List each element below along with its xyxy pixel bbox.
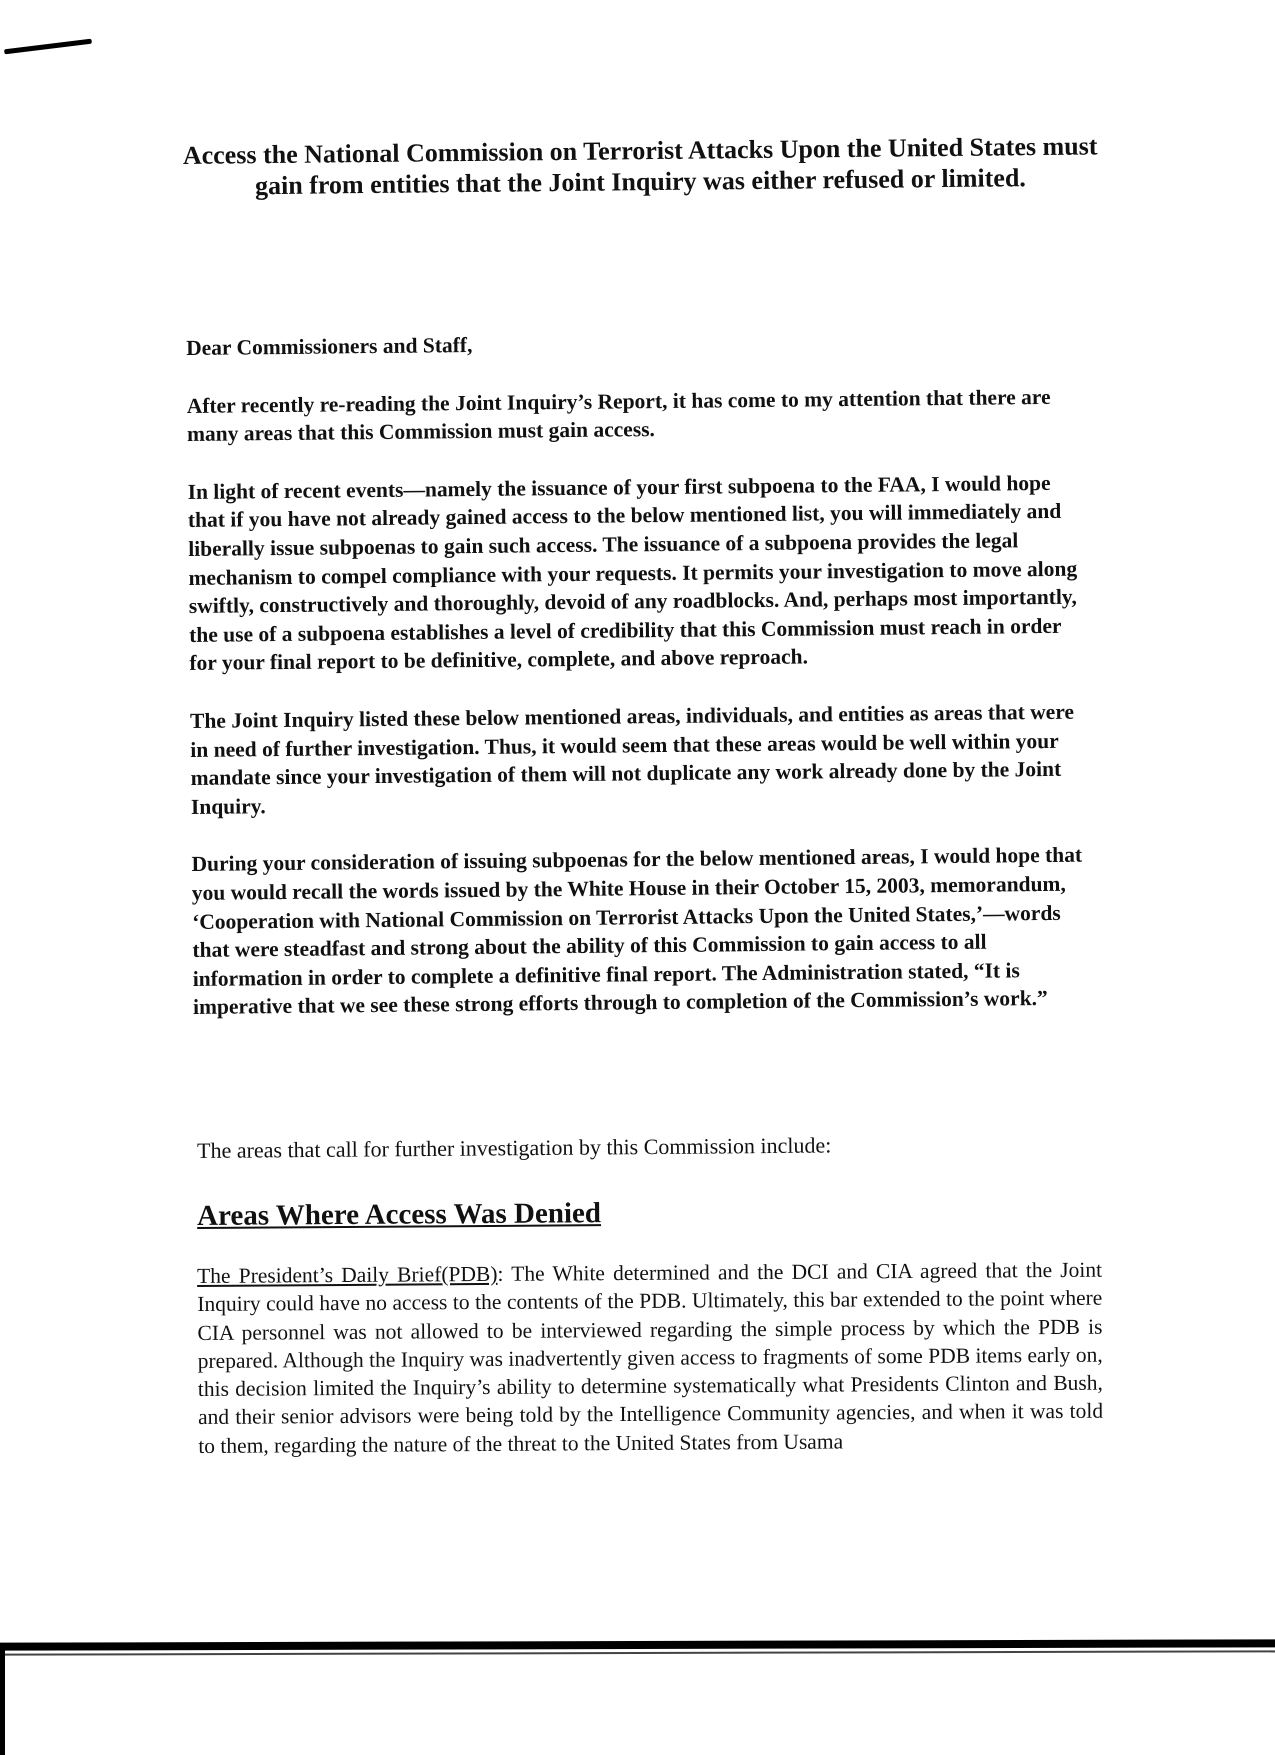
scan-mark bbox=[4, 39, 92, 55]
paragraph-3: The Joint Inquiry listed these below mentioned areas, individuals, and entities as areas that were in need of further investigation. Thus, it would seem that these areas would be well within your mandate since your investigation of them will not duplicate any work already done by the Joint Inquiry. bbox=[189, 699, 1075, 819]
paragraph-1: After recently re-reading the Joint Inquiry’s Report, it has come to my attention that there are many areas that this Commission must gain access. bbox=[186, 384, 1051, 447]
document-title: Access the National Commission on Terrorist Attacks Upon the United States must gain from entities that the Joint Inquiry was either refused or limited. bbox=[182, 131, 1098, 201]
pdb-label: The President’s Daily Brief(PDB) bbox=[197, 1261, 498, 1288]
letter-body bbox=[186, 325, 1093, 1051]
areas-intro: The areas that call for further investigation by this Commission include: bbox=[197, 1132, 832, 1163]
paragraph-4: During your consideration of issuing subpoenas for the below mentioned areas, I would hope that you would recall the words issued by the White House in their October 15, 2003, memorandum, ‘Cooperation with National Commission on Terrorist Attacks Upon the United States,’—words that were steadfast and strong about the ability of this Commission to gain access to all information in order to complete a definitive final report. The Administration stated, “It is imperative that we see these strong efforts through to completion of the Commission’s work.” bbox=[191, 842, 1083, 1020]
salutation: Dear Commissioners and Staff, bbox=[186, 333, 473, 360]
scan-line bbox=[0, 1650, 1275, 1655]
section-heading: Areas Where Access Was Denied bbox=[197, 1197, 602, 1232]
paragraph-2: In light of recent events—namely the issuance of your first subpoena to the FAA, I would hope that if you have not already gained access to the below mentioned list, you will immediately and liberally issue subpoenas to gain such access. The issuance of a subpoena provides the legal mechanism to compel compliance with your requests. It permits your investigation to move along swiftly, constructively and thoroughly, devoid of any roadblocks. And, perhaps most importantly, the use of a subpoena establishes a level of credibility that this Commission must reach in order for your final report to be definitive, complete, and above reproach. bbox=[187, 470, 1078, 676]
pdb-paragraph bbox=[197, 1256, 1103, 1460]
pdb-text: : The White determined and the DCI and CIA agreed that the Joint Inquiry could have no access to the contents of the PDB. Ultimately, this bar extended to the point where CIA personnel was not allowed to be interviewed regarding the simple process by which the PDB is prepared. Although the Inquiry was inadvertently given access to fragments of some PDB items early on, this decision limited the Inquiry’s ability to determine systematically what Presidents Clinton and Bush, and their senior advisors were being told by the Intelligence Community agencies, and when it was told to them, regarding the nature of the threat to the United States from Usama bbox=[197, 1257, 1104, 1458]
scan-edge bbox=[0, 1646, 5, 1755]
scan-bar bbox=[0, 1639, 1275, 1650]
